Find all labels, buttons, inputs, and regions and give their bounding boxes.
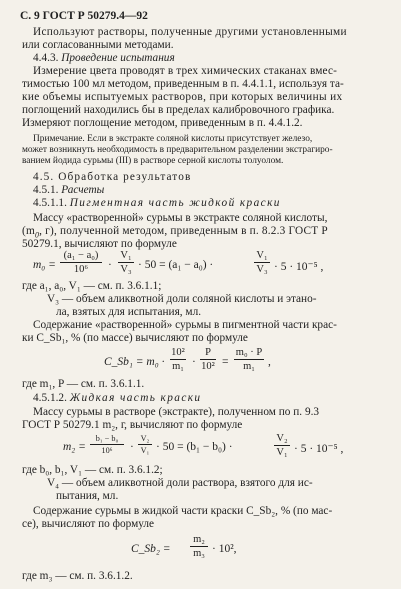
fraction: [118, 250, 134, 275]
formula-tail: · 10²,: [212, 543, 237, 555]
formula-tail: · 5 · 10⁻⁵ ,: [294, 443, 344, 455]
text-line: V₃ — объем аликвотной доли соляной кислоты и этано-: [47, 293, 317, 305]
page-header: С. 9 ГОСТ Р 50279.4—92: [20, 10, 148, 22]
text-line: поглощений находились бы в пределах калибровочного графика.: [22, 104, 335, 116]
section-heading-4-5-1-1: [33, 197, 281, 210]
section-number: 4.5.1.1.: [33, 197, 67, 209]
denominator: 10⁶: [73, 264, 89, 275]
fraction-bar: [200, 359, 216, 360]
text-line: ки C_Sb₁, % (по массе) вычисляют по формуле: [22, 332, 248, 344]
operator: ·: [192, 356, 196, 368]
formula-middle: · 50 = (a₁ − a₀) ·: [138, 259, 214, 271]
note-line: ванием йодида сурьмы (III) в растворе серной кислоты толуолом.: [22, 156, 284, 166]
text-line: се), вычисляют по формуле: [22, 518, 155, 530]
formula-lhs: m₀ =: [33, 259, 56, 271]
text-line: Измерение цвета проводят в трех химических стаканах вмес-: [33, 65, 338, 77]
fraction: [234, 347, 264, 372]
denominator: m₁: [243, 361, 255, 372]
fraction-bar: [170, 359, 186, 360]
operator: ·: [130, 441, 134, 453]
fraction: [170, 347, 186, 372]
fraction-bar: [90, 444, 124, 445]
section-number: 4.5.1.: [33, 184, 59, 196]
section-number: 4.4.3.: [33, 52, 59, 64]
denominator: m₃: [193, 548, 205, 559]
text-line: Используют растворы, полученные другими установленными: [33, 26, 347, 38]
text-line: где b₀, b₁, V₁ — см. п. 3.6.1.2;: [22, 464, 163, 476]
text-line: Массу сурьмы в растворе (экстракте), полученном по п. 9.3: [33, 406, 320, 418]
text-line: где m₃ — см. п. 3.6.1.2.: [22, 570, 133, 582]
section-title: Пигментная часть жидкой краски: [69, 197, 281, 209]
numerator: (a₁ − a₀): [63, 250, 99, 261]
denominator: 10²: [201, 361, 215, 372]
formula-middle: · 50 = (b₁ − b₀) ·: [156, 441, 233, 453]
fraction: [90, 434, 124, 455]
text-line: ГОСТ Р 50279.1 m₂, г, вычисляют по формуле: [22, 419, 243, 431]
text-line: ла, взятых для испытания, мл.: [56, 306, 202, 318]
fraction: [138, 434, 152, 455]
fraction: [200, 347, 216, 372]
formula-lhs: C_Sb₂ =: [131, 543, 171, 555]
denominator: 10⁶: [101, 446, 113, 455]
fraction-bar: [60, 262, 102, 263]
numerator: P: [205, 347, 211, 358]
text-line: где m₁, P — см. п. 3.6.1.1.: [22, 378, 145, 390]
fraction: [190, 534, 208, 559]
section-heading-4-5: 4.5. Обработка результатов: [33, 171, 192, 183]
fraction-bar: [138, 444, 152, 445]
text-line: тимостью 100 мл методом, приведенным в п. 4.4.1.1, используя та-: [22, 78, 344, 90]
section-title: Проведение испытания: [61, 52, 175, 64]
text-line: V₄ — объем аликвотной доли раствора, взятого для ис-: [47, 477, 313, 489]
denominator: V₃: [120, 264, 132, 275]
denominator: V₁: [140, 446, 150, 455]
text-line: или согласованными методами.: [22, 39, 174, 51]
text-line: Измеряют поглощение методом, приведенным в п. 4.4.1.2.: [22, 117, 303, 129]
note-line: может возникнуть необходимость в предварительном разделении экстрагиро-: [22, 145, 333, 155]
numerator: V₂: [276, 433, 288, 444]
numerator: m₂: [193, 534, 205, 545]
fraction: [254, 250, 270, 275]
section-heading-4-4-3: [33, 52, 175, 65]
denominator: m₁: [172, 361, 184, 372]
numerator: m₀ · P: [235, 347, 263, 358]
section-title: Расчеты: [61, 184, 105, 196]
operator: =: [222, 356, 229, 368]
fraction-bar: [274, 445, 290, 446]
text-line: 50279.1, вычисляют по формуле: [22, 238, 177, 250]
text-line: пытания, мл.: [56, 490, 119, 502]
denominator: V₁: [276, 447, 288, 458]
subscript: 0: [34, 230, 40, 240]
text-line: Содержание сурьмы в жидкой части краски C_Sb₂, % (по мас-: [33, 505, 333, 517]
numerator: V₁: [120, 250, 132, 261]
numerator: 10²: [171, 347, 185, 358]
numerator: b₁ − b₀: [95, 434, 119, 443]
formula-tail: ,: [268, 356, 271, 368]
fraction: [274, 433, 290, 458]
formula-tail: · 5 · 10⁻⁵ ,: [274, 261, 324, 273]
formula-lhs: m₂ =: [63, 441, 86, 453]
section-number: 4.5.1.2.: [33, 392, 67, 404]
text-line: где a₁, a₀, V₁ — см. п. 3.6.1.1;: [22, 280, 162, 292]
fraction: [60, 250, 102, 275]
text-line: Содержание «растворенной» сурьмы в пигментной части крас-: [33, 319, 337, 331]
note-line: Примечание. Если в экстракте соляной кислоты присутствует железо,: [33, 134, 313, 144]
section-heading-4-5-1-2: [33, 392, 201, 405]
operator: ·: [108, 259, 112, 271]
numerator: V₂: [140, 434, 150, 443]
fraction-bar: [190, 546, 208, 547]
fraction-bar: [118, 262, 134, 263]
text-fragment: (m: [22, 225, 35, 237]
denominator: V₃: [256, 264, 268, 275]
text-fragment: , г), полученной методом, приведенным в п. 8.2.3 ГОСТ Р: [39, 225, 328, 237]
section-title: Жидкая часть краски: [69, 392, 202, 404]
formula-lhs: C_Sb₁ = m₀ ·: [104, 356, 165, 368]
text-line: кие объемы испытуемых растворов, при которых величины их: [22, 91, 343, 103]
section-heading-4-5-1: [33, 184, 104, 197]
fraction-bar: [254, 262, 270, 263]
numerator: V₁: [256, 250, 268, 261]
text-line: Массу «растворенной» сурьмы в экстракте соляной кислоты,: [33, 212, 328, 224]
fraction-bar: [234, 359, 264, 360]
